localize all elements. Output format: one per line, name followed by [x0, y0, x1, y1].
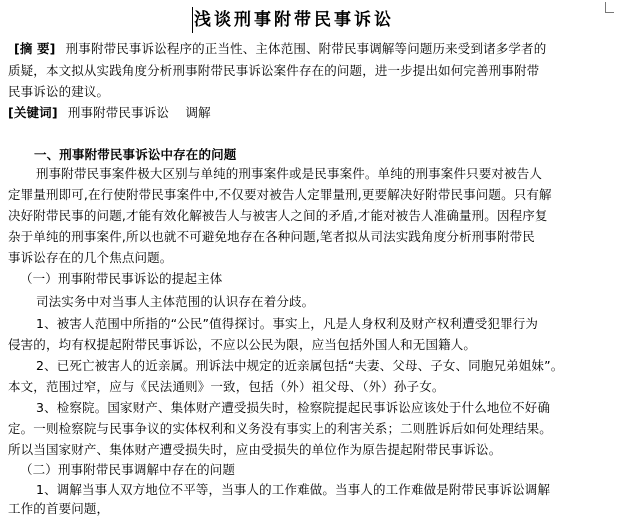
document-title: 浅谈刑事附带民事诉讼	[194, 10, 394, 30]
item-1-line-1: 1、被害人范围中所指的“公民”值得探讨。事实上，凡是人身权利及财产权利遭受犯罪行为	[36, 316, 539, 331]
abstract-label: [摘 要]	[14, 41, 56, 56]
keywords-text: 刑事附带民事诉讼 调解	[67, 105, 211, 120]
sub2-item-1-line-1: 1、调解当事人双方地位不平等，当事人的工作难做。当事人的工作难做是附带民事诉讼调解	[36, 482, 551, 497]
subsection-1-heading: （一）刑事附带民事诉讼的提起主体	[20, 271, 223, 286]
item-2-line-2: 本文，范围过窄，应与《民法通则》一致，包括（外）祖父母、（外）孙子女。	[8, 379, 445, 394]
intro-line-5: 事诉讼存在的几个焦点问题。	[8, 250, 173, 265]
intro-line-3: 决好附带民事的问题,才能有效化解被告人与被害人之间的矛盾,才能对被告人准确量刑。因程序复	[8, 208, 548, 223]
item-2-line-1: 2、已死亡被害人的近亲属。刑诉法中规定的近亲属包括“夫妻、父母、子女、同胞兄弟姐妹”。	[36, 358, 564, 373]
abstract-line-3: 民事诉讼的建议。	[8, 84, 110, 99]
item-3-line-3: 所以当国家财产、集体财产遭受损失时，应由受损失的单位作为原告提起附带民事诉讼。	[8, 442, 502, 457]
item-3-line-2: 定。一则检察院与民事争议的实体权利和义务没有事实上的利害关系；二则胜诉后如何处理结果。	[8, 421, 552, 436]
item-3-line-1: 3、检察院。国家财产、集体财产遭受损失时，检察院提起民事诉讼应该处于什么地位不好确	[36, 400, 551, 415]
sub2-item-1-line-2: 工作的首要问题，	[8, 501, 110, 516]
subsection-1-intro: 司法实务中对当事人主体范围的认识存在着分歧。	[36, 294, 315, 309]
section-heading: 一、刑事附带民事诉讼中存在的问题	[34, 147, 237, 162]
keywords-line	[8, 104, 211, 122]
subsection-2-heading: （二）刑事附带民事调解中存在的问题	[20, 462, 236, 477]
page-corner-mark	[605, 2, 614, 13]
intro-line-1: 刑事附带民事案件极大区别与单纯的刑事案件或是民事案件。单纯的刑事案件只要对被告人	[36, 166, 543, 181]
abstract-first-line	[14, 40, 546, 58]
abstract-line-2: 质疑，本文拟从实践角度分析刑事附带民事诉讼案件存在的问题，进一步提出如何完善刑事附带	[8, 63, 540, 78]
text-cursor	[192, 7, 193, 33]
item-1-line-2: 侵害的，均有权提起附带民事诉讼，不应以公民为限，应当包括外国人和无国籍人。	[8, 337, 477, 352]
abstract-line-1: 刑事附带民事诉讼程序的正当性、主体范围、附带民事调解等问题历来受到诸多学者的	[65, 41, 547, 56]
intro-line-4: 杂于单纯的刑事案件,所以也就不可避免地存在各种问题,笔者拟从司法实践角度分析刑事附带民	[8, 229, 535, 244]
keywords-label: [关键词]	[8, 105, 58, 120]
intro-line-2: 定罪量刑即可,在行使附带民事案件中,不仅要对被告人定罪量刑,更要解决好附带民事问题。只有解	[8, 187, 552, 202]
